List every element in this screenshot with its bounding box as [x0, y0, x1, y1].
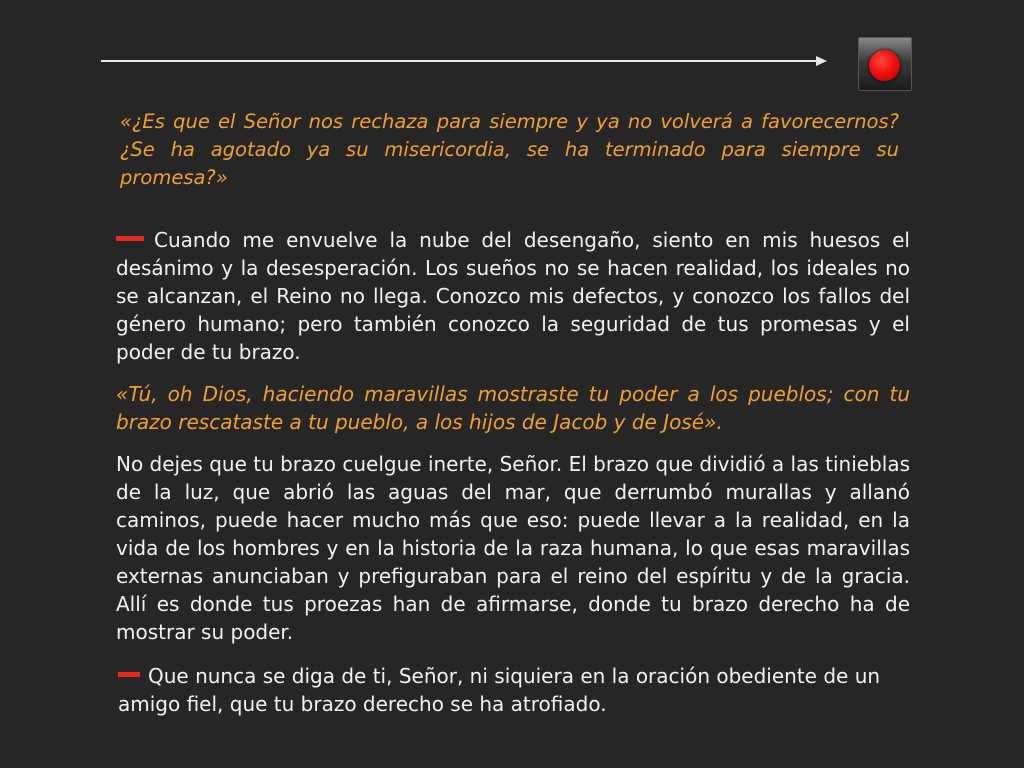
paragraph-first	[116, 226, 910, 366]
progress-arrow-line	[101, 60, 819, 62]
psalm-quote: «Tú, oh Dios, haciendo maravillas mostraste tu poder a los pueblos; con tu brazo rescataste a tu pueblo, a los hijos de Jacob y de José».	[116, 382, 910, 434]
red-dash-icon	[118, 672, 140, 677]
paragraph-second: No dejes que tu brazo cuelgue inerte, Señor. El brazo que dividió a las tinieblas de la luz, que abrió las aguas del mar, que derrumbó murallas y allanó caminos, puede hacer mucho más que eso: puede llevar a la realidad, en la vida de los hombres y en la historia de la raza humana, lo que esas maravillas externas anunciaban y prefiguraban para el reino del espíritu y de la gracia. Allí es donde tus proezas han de afirmarse, donde tu brazo derecho ha de mostrar su poder.	[116, 452, 910, 644]
red-dash-icon	[116, 236, 144, 241]
paragraph-closing-text: Que nunca se diga de ti, Señor, ni siquiera en la oración obediente de un amigo fiel, que tu brazo derecho se ha atrofiado.	[118, 664, 881, 716]
red-stop-button-icon	[869, 50, 900, 81]
paragraph-first-text: Cuando me envuelve la nube del desengaño, siento en mis huesos el desánimo y la desesperación. Los sueños no se hacen realidad, los ideales no se alcanzan, el Reino no llega. Conozco mis defectos, y conozco los fallos del género humano; pero también conozco la seguridad de tus promesas y el poder de tu brazo.	[116, 228, 910, 364]
stop-button[interactable]	[858, 37, 912, 91]
opening-quote: «¿Es que el Señor nos rechaza para siempre y ya no volverá a favorecernos? ¿Se ha agotado ya su misericordia, se ha terminado para siempre su promesa?»	[120, 110, 899, 189]
arrow-right-icon	[816, 56, 827, 66]
paragraph-closing	[118, 662, 908, 718]
